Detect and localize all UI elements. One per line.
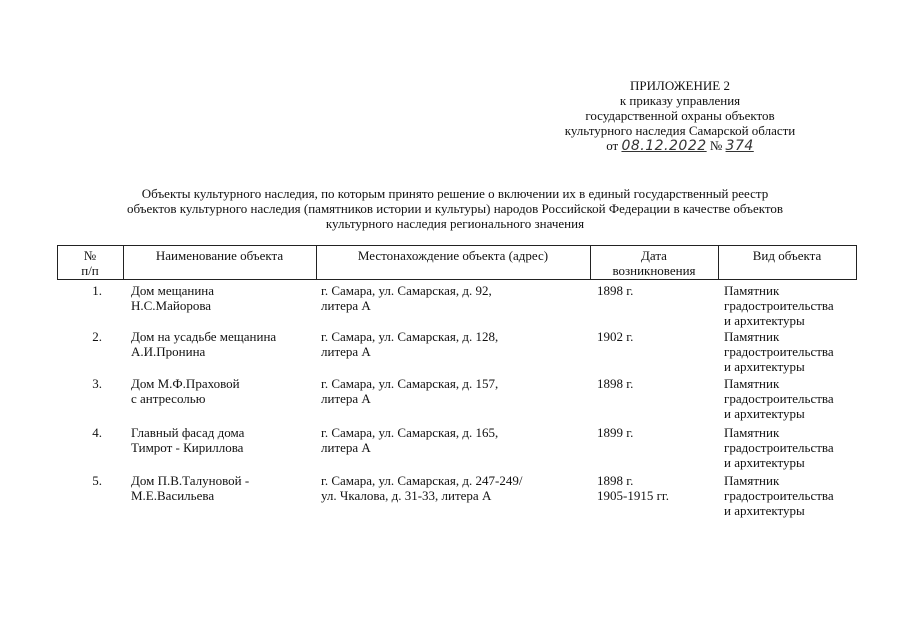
table-header-bottom-rule (57, 279, 857, 280)
table-top-rule (57, 245, 857, 246)
row-number: 3. (92, 376, 102, 391)
object-type: Памятник градостроительства и архитектуры (724, 329, 834, 374)
row-number: 5. (92, 473, 102, 488)
header-address: Местонахождение объекта (адрес) (357, 248, 549, 263)
object-name: Дом М.Ф.Праховой с антресолью (131, 376, 240, 406)
order-date-line (540, 138, 820, 154)
object-date: 1898 г. (597, 283, 634, 298)
title-line: объектов культурного наследия (памятников истории и культуры) народов Российской Федерации в качестве объектов (126, 201, 784, 216)
appendix-line: культурного наследия Самарской области (564, 123, 796, 138)
object-address: г. Самара, ул. Самарская, д. 92, литера А (321, 283, 492, 313)
appendix-line: к приказу управления (619, 93, 741, 108)
object-name: Дом П.В.Талуновой - М.Е.Васильева (131, 473, 250, 503)
document-title (60, 186, 850, 231)
object-address: г. Самара, ул. Самарская, д. 157, литера А (321, 376, 499, 406)
object-name: Дом на усадьбе мещанина А.И.Пронина (131, 329, 277, 359)
row-number: 2. (92, 329, 102, 344)
header-date: Дата возникновения (612, 248, 696, 278)
object-name: Дом мещанина Н.С.Майорова (131, 283, 215, 313)
header-type: Вид объекта (752, 248, 822, 263)
object-address: г. Самара, ул. Самарская, д. 128, литера А (321, 329, 499, 359)
table-divider (856, 246, 857, 280)
object-address: г. Самара, ул. Самарская, д. 247-249/ ул. Чкалова, д. 31-33, литера А (321, 473, 523, 503)
object-name: Главный фасад дома Тимрот - Кириллова (131, 425, 245, 455)
object-date: 1899 г. (597, 425, 634, 440)
object-type: Памятник градостроительства и архитектуры (724, 425, 834, 470)
object-type: Памятник градостроительства и архитектуры (724, 473, 834, 518)
object-type: Памятник градостроительства и архитектуры (724, 376, 834, 421)
appendix-title: ПРИЛОЖЕНИЕ 2 (630, 78, 730, 93)
title-line: культурного наследия регионального значения (325, 216, 585, 231)
order-date: 08.12.2022 (621, 138, 707, 154)
appendix-header (540, 78, 820, 154)
row-number: 4. (92, 425, 102, 440)
object-date: 1898 г. 1905-1915 гг. (597, 473, 670, 503)
object-date: 1898 г. (597, 376, 634, 391)
header-num: № п/п (81, 248, 99, 278)
title-line: Объекты культурного наследия, по которым принято решение о включении их в единый государственный реестр (141, 186, 769, 201)
row-number: 1. (92, 283, 102, 298)
header-name: Наименование объекта (155, 248, 284, 263)
object-address: г. Самара, ул. Самарская, д. 165, литера А (321, 425, 499, 455)
number-sign: № (709, 138, 723, 153)
order-number: 374 (725, 138, 754, 154)
object-date: 1902 г. (597, 329, 634, 344)
date-prefix: от (606, 138, 619, 153)
object-type: Памятник градостроительства и архитектуры (724, 283, 834, 328)
appendix-line: государственной охраны объектов (585, 108, 775, 123)
